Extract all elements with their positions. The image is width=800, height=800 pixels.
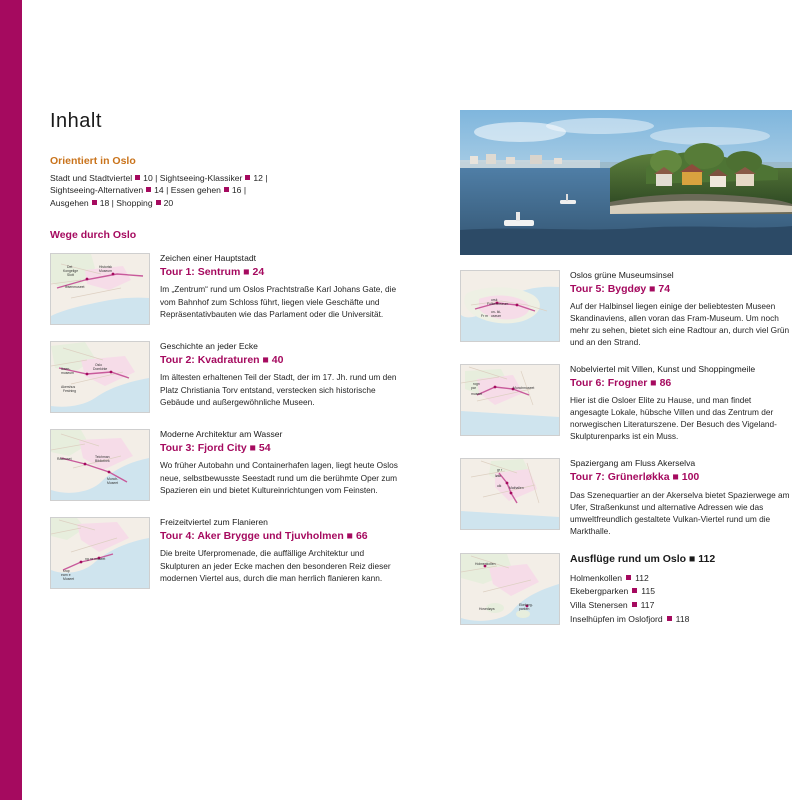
map-thumbnail-tour-3 <box>50 429 150 501</box>
ausfluege-item-label: Villa Stenersen <box>570 600 628 611</box>
orientiert-page: 12 <box>253 173 263 183</box>
orientiert-line: Ausgehen 18 | Shopping 20 <box>50 197 174 208</box>
square-bullet-icon <box>92 200 97 205</box>
toc-entry-body <box>570 458 792 536</box>
svg-text:par: par <box>471 386 476 391</box>
tour-title[interactable]: Tour 4: Aker Brygge und Tjuvholmen ■ 66 <box>160 530 368 543</box>
svg-text:Folkemuseum: Folkemuseum <box>487 302 509 306</box>
svg-text:Fr m: Fr m <box>481 314 488 318</box>
tour-title[interactable]: Tour 6: Frogner ■ 86 <box>570 377 672 390</box>
left-column <box>30 110 400 605</box>
svg-text:ng ns museet: ng ns museet <box>85 557 106 562</box>
tour-kicker: Geschichte an jeder Ecke <box>160 341 258 352</box>
orientiert-label: Sightseeing-Klassiker <box>159 173 243 183</box>
ausfluege-title[interactable]: Ausflüge rund um Oslo ■ 112 <box>570 552 716 565</box>
tour-kicker: Moderne Architektur am Wasser <box>160 429 283 440</box>
right-toc-list <box>460 270 800 643</box>
svg-text:Munchmuseet: Munchmuseet <box>513 386 535 391</box>
square-bullet-icon <box>632 602 637 607</box>
toc-entry-ausfluege[interactable] <box>460 553 792 627</box>
tour-title[interactable]: Tour 1: Sentrum ■ 24 <box>160 266 265 279</box>
orientiert-label: Shopping <box>116 197 153 208</box>
map-thumbnail-tour-1 <box>50 253 150 325</box>
map-graphic <box>51 342 149 412</box>
square-bullet-icon <box>135 175 140 180</box>
svg-text:useum: useum <box>491 314 502 318</box>
ausfluege-item-label: Ekebergparken <box>570 586 629 597</box>
svg-text:Rådhuset: Rådhuset <box>57 457 72 462</box>
svg-text:Museet: Museet <box>63 577 75 582</box>
svg-text:Ibsen-: Ibsen- <box>61 367 71 372</box>
ausfluege-item[interactable] <box>570 613 792 627</box>
map-thumbnail-tour-4 <box>50 517 150 589</box>
square-bullet-icon <box>626 575 631 580</box>
svg-text:Hovedøya: Hovedøya <box>479 606 495 611</box>
orientiert-list <box>50 172 370 209</box>
orientiert-page: 16 <box>231 185 242 196</box>
toc-entry-tour-4[interactable] <box>50 517 400 589</box>
square-bullet-icon <box>146 187 151 192</box>
orientiert-line: Stadt und Stadtviertel 10 | Sightseeing-Klassiker 12 | <box>50 173 268 183</box>
svg-text:srup: srup <box>63 569 70 574</box>
toc-entry-tour-3[interactable] <box>50 429 400 501</box>
orientiert-label: Sightseeing-Alternativen <box>50 185 144 196</box>
left-magenta-bar <box>0 0 22 800</box>
svg-text:orsk: orsk <box>491 298 498 302</box>
svg-text:Bibliothek: Bibliothek <box>95 459 110 464</box>
tour-title[interactable]: Tour 5: Bygdøy ■ 74 <box>570 283 671 295</box>
toc-entry-tour-6[interactable] <box>460 364 792 442</box>
orientiert-label: Stadt und Stadtviertel <box>50 173 133 183</box>
square-bullet-icon <box>224 187 229 192</box>
svg-text:Ekeberg-: Ekeberg- <box>519 602 533 607</box>
ausfluege-item-label: Inselhüpfen im Oslofjord <box>570 613 663 624</box>
tour-description: Das Szenequartier an der Akerselva bietet Spazierwege am Ufer, Straßenkunst und alternative Adressen wie das umweltfreundlich gestaltete Vulkan-Viertel rund um die Markthalle. <box>570 489 790 536</box>
svg-text:løkk: løkk <box>495 474 502 479</box>
toc-entry-body <box>570 364 792 442</box>
orientiert-heading: Orientiert in Oslo <box>50 155 136 167</box>
map-graphic <box>51 254 149 324</box>
svg-text:gr r: gr r <box>497 468 503 473</box>
tour-description: Im ältesten erhaltenen Teil der Stadt, der im 17. Jh. rund um den Platz Christiania Torv entstand, verstecken sich historische Gebäude und außergewöhnliche Museen. <box>160 372 397 407</box>
toc-entry-body <box>160 517 400 589</box>
photo-graphic <box>460 110 792 255</box>
map-thumbnail-ausfluege <box>460 553 560 625</box>
tour-title[interactable]: Tour 2: Kvadraturen ■ 40 <box>160 354 284 367</box>
toc-entry-tour-2[interactable] <box>50 341 400 413</box>
ausfluege-item-label: Holmenkollen <box>570 572 623 583</box>
svg-text:Festning: Festning <box>63 389 77 394</box>
ausfluege-item-page: 118 <box>675 613 690 624</box>
orientiert-line: Sightseeing-Alternativen 14 | Essen gehen 16 | <box>50 185 247 196</box>
tour-kicker: Spaziergang am Fluss Akerselva <box>570 458 696 469</box>
orientiert-page: 14 <box>154 185 164 196</box>
map-graphic <box>461 554 559 624</box>
tour-description: Wo früher Autobahn und Containerhafen lagen, liegt heute Oslos neue, selbstbewusste Seestadt rund um die berühmte Oper zum Spazieren ein und bietet Kultureinrichtungen vom Feinsten. <box>160 460 398 495</box>
orientiert-label: Essen gehen <box>170 185 221 196</box>
wege-heading: Wege durch Oslo <box>50 229 137 242</box>
tour-kicker: Freizeitviertel zum Flanieren <box>160 517 268 528</box>
toc-entry-body <box>570 270 792 348</box>
square-bullet-icon <box>632 588 637 593</box>
svg-text:earn e: earn e <box>61 573 71 578</box>
map-graphic <box>461 459 559 529</box>
map-graphic <box>51 518 149 588</box>
orientiert-page: 20 <box>163 197 174 208</box>
toc-entry-tour-5[interactable] <box>460 270 792 348</box>
toc-entry-body <box>160 253 400 325</box>
map-thumbnail-tour-6 <box>460 364 560 436</box>
tour-title[interactable]: Tour 7: Grünerløkka ■ 100 <box>570 471 700 484</box>
svg-text:rogn: rogn <box>473 382 480 387</box>
svg-text:on- iki-: on- iki- <box>491 310 502 314</box>
ausfluege-item[interactable] <box>570 599 792 613</box>
tour-description: Hier ist die Osloer Elite zu Hause, und man findet angesagte Lokale, hübsche Villen und das Zentrum der norwegischen Literaturszene. Der Besuch des Vigeland-Skulpturenparks ist ein Muss. <box>570 395 777 442</box>
svg-text:Teichman: Teichman <box>95 455 110 460</box>
svg-text:ulk: ulk <box>497 484 502 489</box>
orientiert-page: 10 <box>143 173 153 183</box>
svg-text:Mathallen: Mathallen <box>509 486 524 491</box>
square-bullet-icon <box>245 175 250 180</box>
svg-text:museum: museum <box>61 371 75 376</box>
toc-entry-body <box>160 429 400 501</box>
toc-entry-body <box>570 553 792 627</box>
svg-text:Holmenkollen: Holmenkollen <box>475 561 496 566</box>
svg-text:Historisk: Historisk <box>99 265 112 270</box>
svg-text:Museum: Museum <box>99 269 113 274</box>
ausfluege-item-page: 117 <box>640 600 655 611</box>
orientiert-page: 18 <box>99 197 110 208</box>
svg-text:parken: parken <box>519 606 530 611</box>
tour-title[interactable]: Tour 3: Fjord City ■ 54 <box>160 442 271 455</box>
tour-kicker: Zeichen einer Hauptstadt <box>160 253 257 264</box>
toc-entry-body <box>160 341 400 413</box>
ausfluege-item-page: 115 <box>641 586 655 597</box>
page-content <box>22 0 800 800</box>
toc-entry-tour-1[interactable] <box>50 253 400 325</box>
svg-text:Det: Det <box>67 265 73 270</box>
ausfluege-item[interactable] <box>570 572 792 586</box>
square-bullet-icon <box>156 200 161 205</box>
tour-description: Im „Zentrum“ rund um Oslos Prachtstraße Karl Johans Gate, die vom Bahnhof zum Schloss führt, liegen viele Geschäfte und Repräsentativbauten wie das Parlament oder die Universität. <box>160 284 397 319</box>
svg-text:Museet: Museet <box>107 481 119 486</box>
map-thumbnail-tour-5 <box>460 270 560 342</box>
svg-text:Ibsenmuseet: Ibsenmuseet <box>65 285 85 290</box>
tour-description: Die breite Uferpromenade, die auffällige Architektur und Skulpturen an jeder Ecke machen den besonderen Reiz dieser modernen Viertel aus, durch die man herrlich flanieren kann. <box>160 548 391 583</box>
tour-kicker: Oslos grüne Museumsinsel <box>570 270 674 280</box>
svg-text:Domkirke: Domkirke <box>93 367 108 372</box>
square-bullet-icon <box>667 616 672 621</box>
svg-text:Slott: Slott <box>67 273 74 278</box>
svg-text:Munch-: Munch- <box>107 477 119 482</box>
map-thumbnail-tour-2 <box>50 341 150 413</box>
map-graphic <box>51 430 149 500</box>
toc-entry-tour-7[interactable] <box>460 458 792 536</box>
svg-text:Akershus: Akershus <box>61 385 76 390</box>
ausfluege-item-page: 112 <box>635 572 649 583</box>
svg-text:Kongelige: Kongelige <box>63 269 79 274</box>
map-thumbnail-tour-7 <box>460 458 560 530</box>
tour-kicker: Nobelviertel mit Villen, Kunst und Shoppingmeile <box>570 364 756 375</box>
svg-text:Oslo: Oslo <box>95 363 102 368</box>
header-photo <box>460 110 792 255</box>
map-graphic <box>461 271 559 341</box>
orientiert-label: Ausgehen <box>50 197 89 208</box>
svg-text:museet: museet <box>471 392 483 397</box>
page-title: Inhalt <box>50 110 102 132</box>
map-graphic <box>461 365 559 435</box>
tour-description: Auf der Halbinsel liegen einige der beliebtesten Museen Skandinaviens, allen voran das Fram-Museum. Um noch mehr zu sehen, bietet sich eine Radtour an, durch viel Grün und an den Strand. <box>570 301 790 348</box>
ausfluege-item[interactable] <box>570 585 792 599</box>
